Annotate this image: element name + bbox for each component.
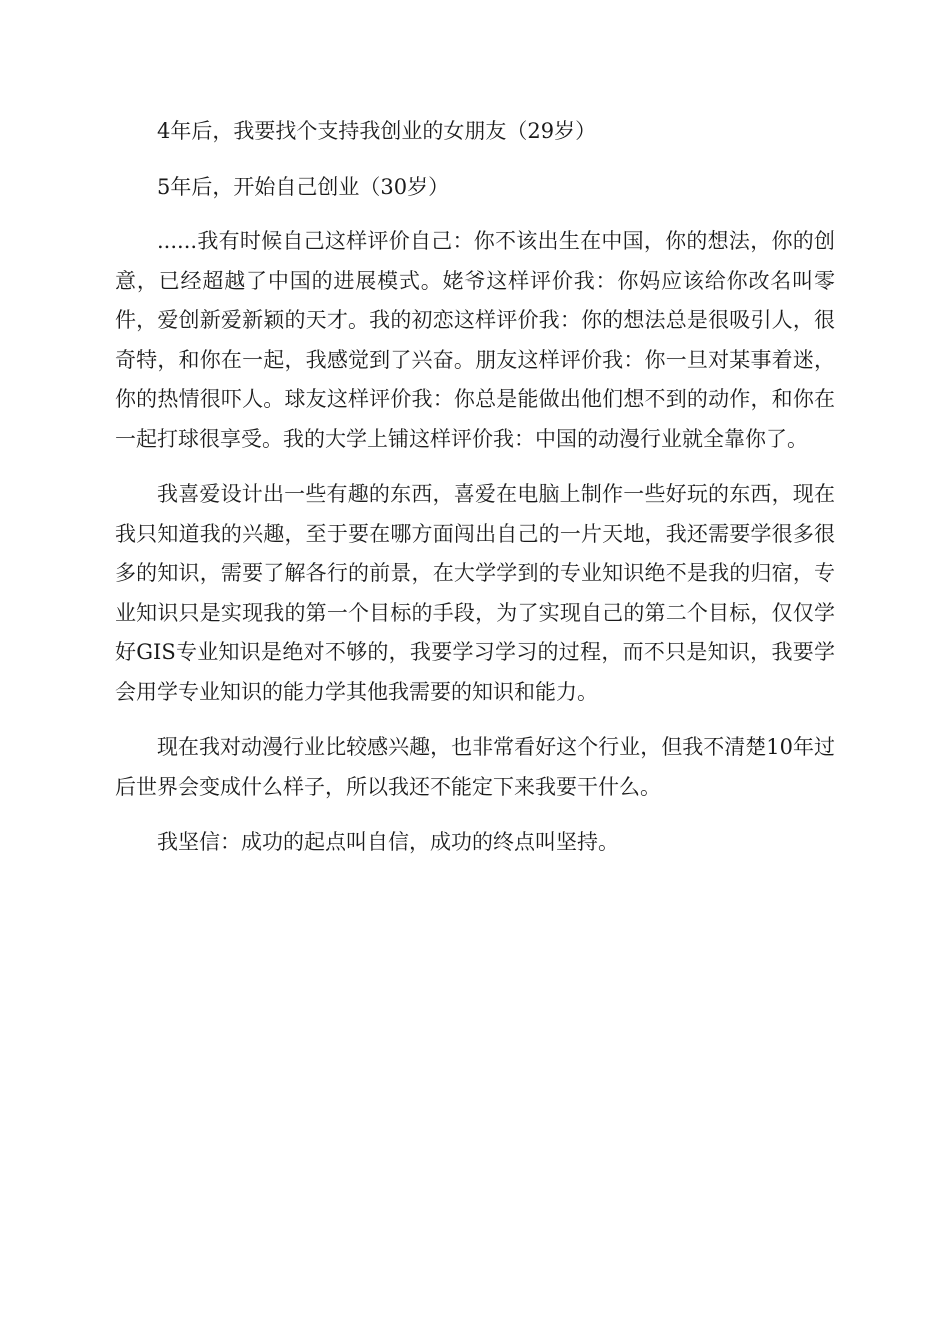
paragraph-5: 现在我对动漫行业比较感兴趣，也非常看好这个行业，但我不清楚10年过后世界会变成什么样子，所以我还不能定下来我要干什么。 [115,735,835,799]
paragraph-6: 我坚信：成功的起点叫自信，成功的终点叫坚持。 [157,830,619,854]
paragraph-3: ......我有时候自己这样评价自己：你不该出生在中国，你的想法，你的创意，已经超越了中国的进展模式。姥爷这样评价我：你妈应该给你改名叫零件，爱创新爱新颖的天才。我的初恋这样评价我：你的想法总是很吸引人，很奇特，和你在一起，我感觉到了兴奋。朋友这样评价我：你一旦对某事着迷，你的热情很吓人。球友这样评价我：你总是能做出他们想不到的动作，和你在一起打球很享受。我的大学上铺这样评价我：中国的动漫行业就全靠你了。 [115,229,835,451]
paragraph-4: 我喜爱设计出一些有趣的东西，喜爱在电脑上制作一些好玩的东西，现在我只知道我的兴趣，至于要在哪方面闯出自己的一片天地，我还需要学很多很多的知识，需要了解各行的前景，在大学学到的专业知识绝不是我的归宿，专业知识只是实现我的第一个目标的手段，为了实现自己的第二个目标，仅仅学好GIS专业知识是绝对不够的，我要学习学习的过程，而不只是知识，我要学会用学专业知识的能力学其他我需要的知识和能力。 [115,482,835,704]
paragraph-1: 4年后，我要找个支持我创业的女朋友（29岁） [157,119,597,143]
document-body [115,112,835,863]
paragraph-2: 5年后，开始自己创业（30岁） [157,174,450,199]
